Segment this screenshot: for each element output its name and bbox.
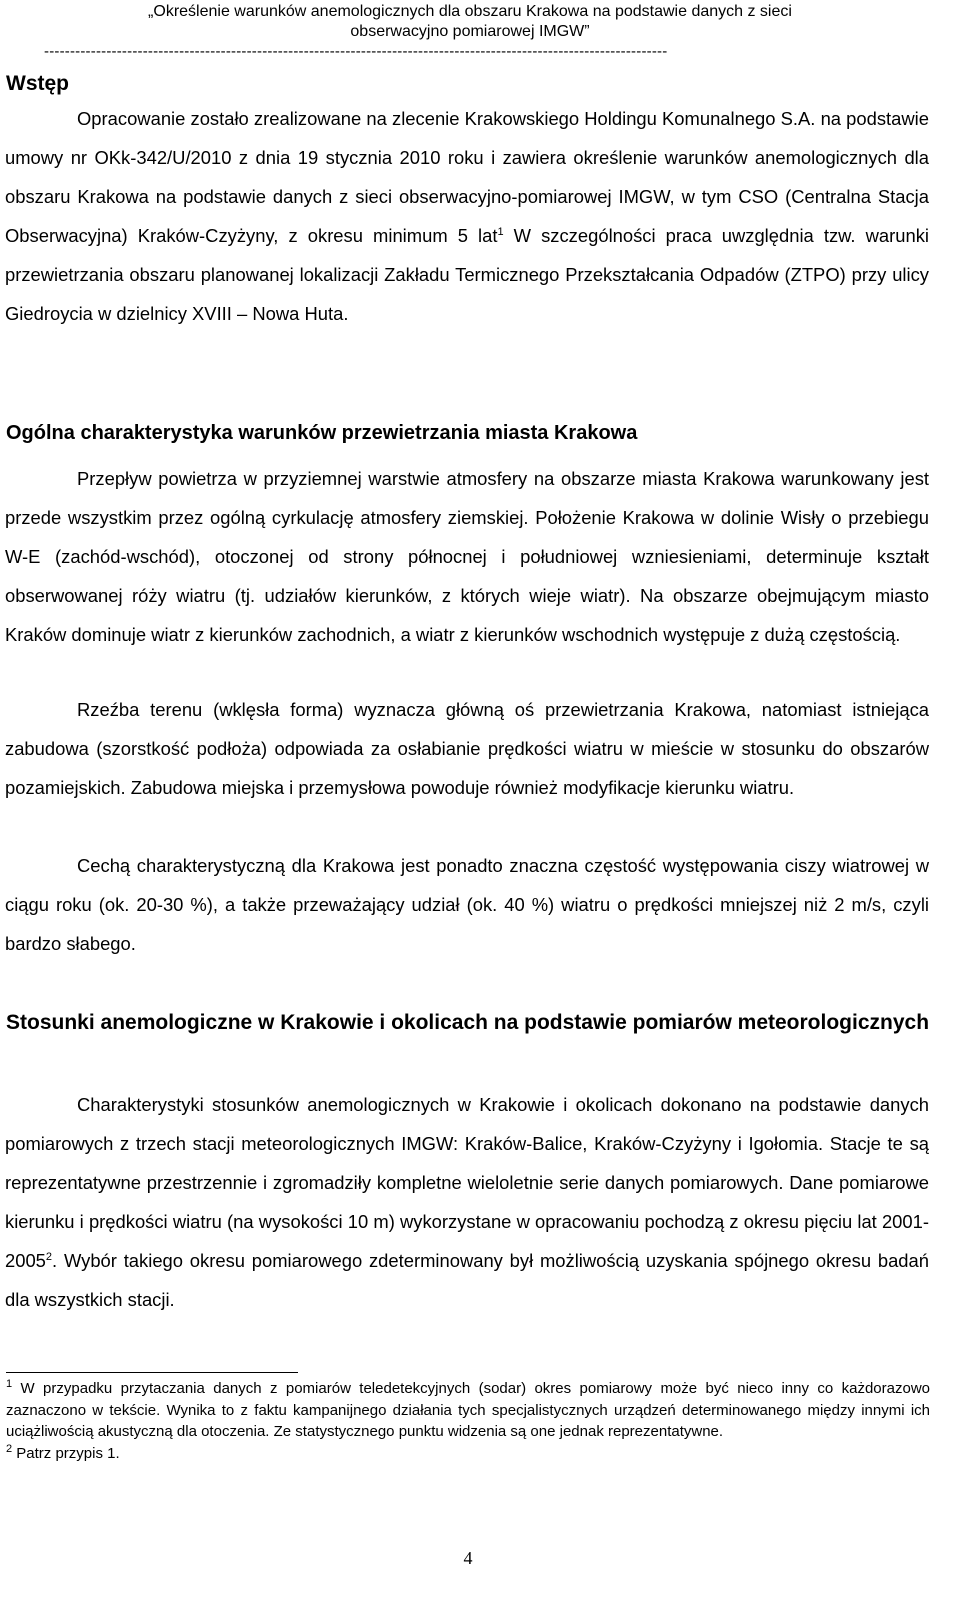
paragraph-wstep-text-b: W szczególności praca uwzględnia tzw. warunki przewietrzania obszaru planowanej lokalizacji Zakładu Termicznego Przekształcania Odpadów (ZTPO) przy ulicy Giedroycia w dzielnicy XVIII – Nowa Huta. — [5, 225, 929, 324]
footnote-1-text: W przypadku przytaczania danych z pomiarów teledetekcyjnych (sodar) okres pomiarowy może być nieco inny co każdorazowo zaznaczono w tekście. Wynika to z faktu kampanijnego działania tych specjalistycznych urządzeń determinowanego między innymi ich uciążliwością akustyczną dla otoczenia. Ze statystycznego punktu widzenia są one jednak reprezentatywne. — [6, 1380, 930, 1440]
paragraph-ogolna-2-text: Rzeźba terenu (wklęsła forma) wyznacza główną oś przewietrzania Krakowa, natomiast istniejąca zabudowa (szorstkość podłoża) odpowiada za osłabianie prędkości wiatru w mieście w stosunku do obszarów pozamiejskich. Zabudowa miejska i przemysłowa powoduje również modyfikacje kierunku wiatru. — [5, 699, 929, 798]
footnote-2-text: Patrz przypis 1. — [12, 1444, 120, 1462]
footnote-ref-1: 1 — [497, 225, 504, 238]
paragraph-ogolna-3-text: Cechą charakterystyczną dla Krakowa jest ponadto znaczna częstość występowania ciszy wiatrowej w ciągu roku (ok. 20-30 %), a także przeważający udział (ok. 40 %) wiatru o prędkości mniejszej niż 2 m/s, czyli bardzo słabego. — [5, 855, 929, 954]
footnote-1-number: 1 — [6, 1378, 13, 1390]
paragraph-ogolna-3 — [5, 846, 929, 963]
section-title-ogolna: Ogólna charakterystyka warunków przewietrzania miasta Krakowa — [6, 422, 638, 444]
section-title-stosunki: Stosunki anemologiczne w Krakowie i okolicach na podstawie pomiarów meteorologicznych — [6, 1011, 930, 1034]
paragraph-wstep-text-a: Opracowanie zostało zrealizowane na zlecenie Krakowskiego Holdingu Komunalnego S.A. na podstawie umowy nr OKk-342/U/2010 z dnia 19 stycznia 2010 roku i zawiera określenie warunków anemologicznych dla obszaru Krakowa na podstawie danych z sieci obserwacyjno-pomiarowej IMGW, w tym CSO (Centralna Stacja Obserwacyjna) Kraków-Czyżyny, z okresu minimum 5 lat — [5, 108, 929, 246]
footnotes — [6, 1378, 930, 1464]
paragraph-stosunki-text-b: . Wybór takiego okresu pomiarowego zdeterminowany był możliwością uzyskania spójnego okresu badań dla wszystkich stacji. — [5, 1250, 929, 1310]
footnote-2-number: 2 — [6, 1442, 13, 1455]
paragraph-ogolna-1-text: Przepływ powietrza w przyziemnej warstwie atmosfery na obszarze miasta Krakowa warunkowany jest przede wszystkim przez ogólną cyrkulację atmosfery ziemskiej. Położenie Krakowa w dolinie Wisły o przebiegu W-E (zachód-wschód), otoczonej od strony północnej i południowej wzniesieniami, determinuje kształt obserwowanej róży wiatru (tj. udziałów kierunków, z których wieje wiatr). Na obszarze obejmującym miasto Kraków dominuje wiatr z kierunków zachodnich, a wiatr z kierunków wschodnich występuje z dużą częstością. — [5, 468, 929, 645]
paragraph-stosunki — [5, 1085, 929, 1319]
footnote-1 — [6, 1378, 930, 1443]
header-line-1: „Określenie warunków anemologicznych dla obszaru Krakowa na podstawie danych z sieci — [148, 3, 792, 20]
footnote-separator — [6, 1372, 298, 1373]
paragraph-ogolna-1 — [5, 459, 929, 654]
header-line-2: obserwacyjno pomiarowej IMGW” — [350, 23, 590, 40]
footnote-ref-2: 2 — [45, 1250, 53, 1263]
footnote-2 — [6, 1443, 930, 1465]
header-rule: ------------------------------------------------------------------------------------------------------------------------ — [44, 44, 668, 60]
paragraph-ogolna-2 — [5, 690, 929, 807]
paragraph-stosunki-text-a: Charakterystyki stosunków anemologicznych w Krakowie i okolicach dokonano na podstawie danych pomiarowych z trzech stacji meteorologicznych IMGW: Kraków-Balice, Kraków-Czyżyny i Igołomia. Stacje te są reprezentatywne przestrzennie i zgromadziły kompletne wieloletnie serie danych pomiarowych. Dane pomiarowe kierunku i prędkości wiatru (na wysokości 10 m) wykorzystane w opracowaniu pochodzą z okresu pięciu lat 2001-2005 — [5, 1094, 929, 1271]
section-title-wstep: Wstęp — [6, 72, 69, 95]
page-number: 4 — [463, 1548, 473, 1568]
paragraph-wstep — [5, 99, 929, 333]
running-header — [130, 0, 810, 42]
